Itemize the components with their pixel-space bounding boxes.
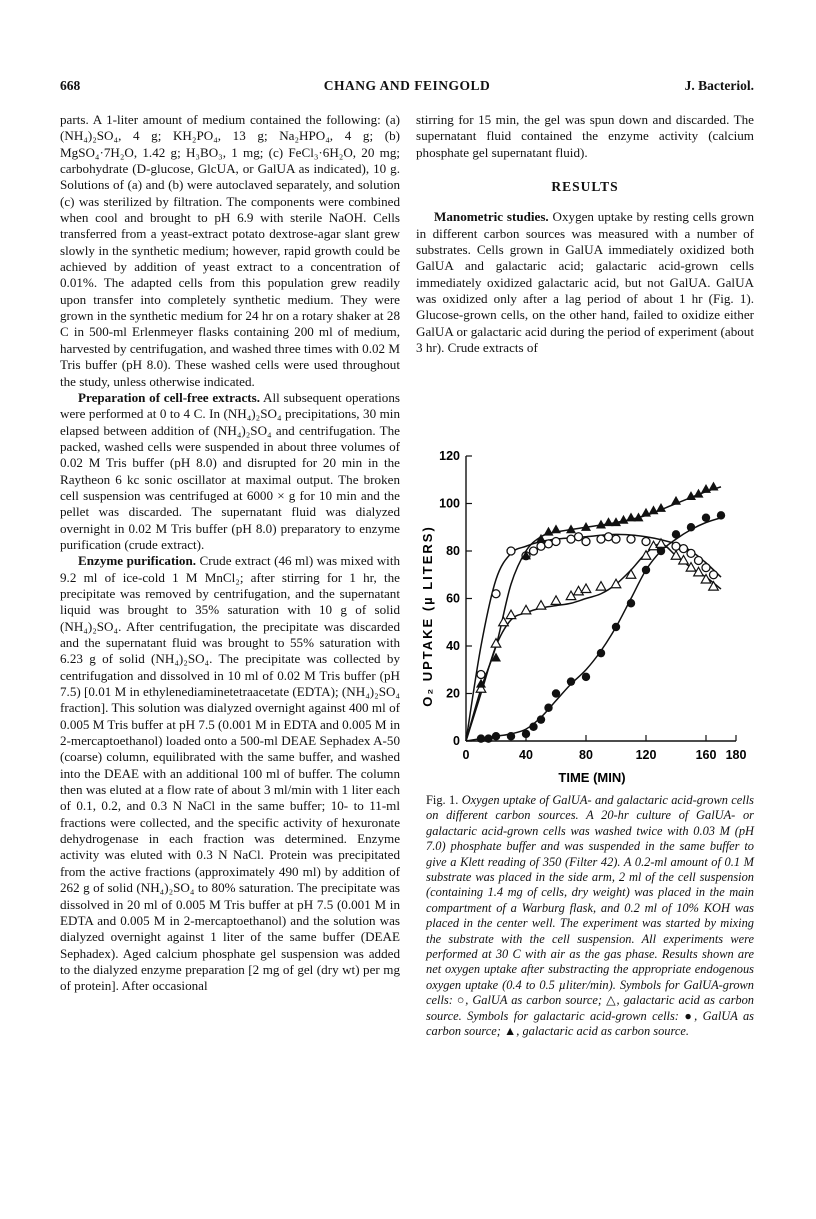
data-point-open-triangle (521, 605, 531, 614)
data-point-open-circle (575, 533, 583, 541)
data-point-open-circle (477, 671, 485, 679)
results-heading: RESULTS (551, 179, 619, 195)
filled-triangle-symbol: ▲ (504, 1024, 517, 1039)
data-point-filled-circle (582, 673, 590, 681)
open-triangle-symbol: △ (606, 993, 617, 1008)
series-curve-filled-triangle (466, 487, 721, 741)
journal-name: J. Bacteriol. (684, 78, 754, 93)
series-curve-open-circle (466, 534, 721, 741)
data-point-filled-triangle (619, 515, 629, 524)
filled-circle-symbol: ● (684, 1008, 695, 1023)
data-point-filled-triangle (709, 482, 719, 491)
caption-open-triangle-text: , galactaric acid as carbon source. Symbols for galactaric acid-grown cells: (426, 993, 755, 1023)
y-tick-label: 60 (446, 591, 460, 606)
purification-paragraph (60, 553, 400, 994)
data-point-filled-circle (702, 514, 710, 522)
extracts-text: All subsequent operations were performed at 0 to 4 C. In (NH₄)₂SO₄ precipitations, 30 min elapsed between addition of (NH₄)₂SO₄ and centrifugation. The packed, washed cells were suspended in about three volumes of 0.02 M Tris buffer (pH 8.0) and disrupted for 20 min in the Raytheon 6 kc sonic oscillator at maximal output. The broken cell suspension was centrifuged at 6000 × g for 10 min and the pellet was discarded. The supernatant fluid was dialyzed overnight in 0.02 M Tris buffer (pH 8.0) preparatory to enzyme purification (crude extract). (60, 389, 400, 552)
purification-heading: Enzyme purification. (78, 553, 197, 569)
y-tick-label: 0 (453, 734, 460, 748)
data-point-open-circle (687, 549, 695, 557)
data-point-filled-circle (522, 730, 530, 738)
manometric-heading: Manometric studies. (434, 209, 549, 225)
open-circle-symbol: ○ (456, 993, 466, 1008)
x-tick-label: 40 (519, 748, 533, 762)
x-tick-label: 180 (725, 748, 747, 762)
data-point-filled-circle (567, 677, 575, 685)
chart-lines (466, 487, 721, 741)
data-point-filled-circle (484, 734, 492, 742)
data-point-filled-triangle (656, 503, 666, 512)
data-point-filled-circle (537, 715, 545, 723)
data-point-open-circle (710, 571, 718, 579)
page-header (60, 78, 754, 100)
data-point-filled-circle (597, 649, 605, 657)
y-tick-label: 120 (439, 449, 460, 463)
oxygen-uptake-chart (416, 446, 754, 791)
purification-text: Crude extract (46 ml) was mixed with 9.2 ml of ice-cold 1 M MnCl₂; after stirring for 1 hr, the precipitate was removed by centrifugation, and the supernatant liquid was brought to 35% saturation with 10 g of solid (NH₄)₂SO₄. After centrifugation, the precipitate was discarded and the supernatant fluid was brought to 55% saturation with 6.23 g of solid (NH₄)₂SO₄. The precipitate was collected by centrifugation and dissolved in 10 ml of 0.02 M Tris buffer (pH 7.5) [0.01 M in ethylenediaminetetraacetate (EDTA); (NH₄)₂SO₄ fraction]. This solution was dialyzed overnight against 400 ml of 0.005 M Tris buffer at pH 7.5 (0.001 M in EDTA and 0.005 M in 2-mercaptoethanol) loaded onto a 500-ml DEAE Sephadex A-50 (coarse) column, equilibrated with the same buffer, and washed into the DEAE with an additional 100 ml of buffer. The column then was eluted at a flow rate of about 3 ml/min with 1 liter each of 0.1, 0.2, and 0.3 N NaCl in the same buffer; 10- to 11-ml fractions were collected, and the specific activity of hexuronate dehydrogenase in each fraction was determined. Enzyme activity was eluted with 0.3 N NaCl. Protein was precipitated from the active fractions (approximately 490 ml) by addition of 262 g of solid (NH₄)₂SO₄ to 80% saturation. The precipitate was dissolved in 20 ml of 0.005 M Tris buffer at pH 7.5 (0.001 M in EDTA and 0.005 M in 2-mercaptoethanol) and the solution was dialyzed overnight against 1 liter of the same buffer (DEAE Sephadex). Aged calcium phosphate gel suspension was added to the dialyzed enzyme preparation [2 mg of gel (dry wt) per mg of protein]. After occasional (60, 553, 401, 994)
data-point-open-circle (702, 564, 710, 572)
data-point-filled-circle (612, 623, 620, 631)
caption-label: Fig. 1. (426, 793, 459, 807)
data-point-filled-circle (492, 732, 500, 740)
data-point-open-circle (492, 590, 500, 598)
data-point-filled-circle (507, 732, 515, 740)
data-point-open-circle (612, 535, 620, 543)
data-point-open-circle (552, 538, 560, 546)
extracts-paragraph (60, 390, 400, 553)
data-point-filled-circle (657, 547, 665, 555)
x-tick-label: 80 (579, 748, 593, 762)
caption-filled-circle-text: , GalUA as carbon source; (426, 1008, 754, 1039)
data-point-open-circle (545, 540, 553, 548)
data-point-filled-circle (672, 530, 680, 538)
data-point-filled-triangle (544, 527, 554, 536)
data-point-open-circle (680, 545, 688, 553)
caption-open-circle-text: , GalUA as carbon source; (465, 993, 603, 1008)
data-point-open-circle (567, 535, 575, 543)
extracts-heading: Preparation of cell-free extracts. (78, 389, 260, 405)
y-axis-label: O₂ UPTAKE (µ LITERS) (420, 525, 435, 707)
right-column (416, 112, 754, 356)
y-tick-label: 80 (446, 544, 460, 558)
data-point-open-triangle (641, 551, 651, 560)
data-point-open-triangle (551, 596, 561, 605)
data-point-open-circle (695, 557, 703, 565)
medium-paragraph: parts. A 1-liter amount of medium contained the following: (a) (NH₄)₂SO₄, 4 g; KH₂PO₄, 13 g; Na₂HPO₄, 4 g; (b) MgSO₄·7H₂O, 1.42 g; H₃BO₃, 1 mg; (c) FeCl₃·6H₂O, 20 mg; carbohydrate (D-glucose, GlcUA, or GalUA as indicated), 10 g. Solutions of (a) and (b) were autoclaved separately, and solution (c) was sterilized by filtration. The components were combined when cool and brought to pH 6.9 with sterile NaOH. Cells transferred from a yeast-extract potato dextrose-agar slant grew slowly in the synthetic medium; however, rapid growth could be achieved by addition of yeast extract to a concentration of 0.01%. The adapted cells from this population grew readily upon transfer into completely synthetic medium. They were grown in the synthetic medium for 24 hr on a rotary shaker at 28 C in 500-ml Erlenmeyer flasks containing 200 ml of medium, harvested by centrifugation, and washed three times with 0.02 M Tris buffer (pH 8.0). These washed cells were used throughout the study, unless otherwise indicated. (60, 112, 400, 389)
manometric-paragraph (416, 209, 754, 356)
data-point-open-circle (627, 535, 635, 543)
data-point-filled-triangle (649, 505, 659, 514)
caption-filled-triangle-text: , galactaric acid as carbon source. (516, 1024, 689, 1039)
x-tick-label: 0 (462, 748, 470, 762)
data-point-open-circle (605, 533, 613, 541)
manometric-text: Oxygen uptake by resting cells grown in different carbon sources was measured with a number of substrates. Cells grown in GalUA immediately oxidized both GalUA and galactaric acid; galactaric acid-grown cells immediately oxidized galactaric acid, but not GalUA. GalUA was oxidized only after a lag period of about 1 hr (Fig. 1). Glucose-grown cells, on the other hand, failed to oxidize either GalUA or galactaric acid during the period of experiment (about 3 hr). Crude extracts of (416, 209, 755, 356)
data-point-open-circle (582, 538, 590, 546)
data-point-open-circle (597, 535, 605, 543)
series-curve-open-triangle (466, 544, 721, 741)
data-point-filled-circle (529, 723, 537, 731)
data-point-open-triangle (581, 584, 591, 593)
data-point-open-circle (642, 538, 650, 546)
figure-1 (416, 446, 754, 791)
data-point-open-circle (507, 547, 515, 555)
data-point-filled-circle (642, 566, 650, 574)
data-point-open-circle (672, 542, 680, 550)
data-point-filled-triangle (551, 524, 561, 533)
y-tick-label: 100 (439, 496, 460, 511)
data-point-open-triangle (506, 610, 516, 619)
data-point-open-triangle (536, 601, 546, 610)
chart-marks (476, 482, 725, 743)
data-point-filled-circle (627, 599, 635, 607)
data-point-filled-triangle (671, 496, 681, 505)
data-point-open-triangle (596, 582, 606, 591)
figure-caption (426, 793, 754, 1040)
x-axis-label: TIME (MIN) (558, 770, 626, 785)
data-point-filled-circle (717, 511, 725, 519)
y-tick-label: 40 (446, 639, 460, 653)
left-column (60, 112, 400, 995)
y-tick-label: 20 (446, 686, 460, 701)
x-tick-label: 160 (695, 748, 717, 762)
gel-paragraph: stirring for 15 min, the gel was spun down and discarded. The supernatant fluid contained the enzyme activity (calcium phosphate gel supernatant fluid). (416, 112, 754, 160)
data-point-filled-circle (544, 704, 552, 712)
data-point-filled-circle (552, 689, 560, 697)
data-point-filled-triangle (641, 508, 651, 517)
data-point-open-circle (537, 542, 545, 550)
data-point-filled-circle (477, 734, 485, 742)
running-authors: CHANG AND FEINGOLD (323, 78, 491, 93)
caption-text: Oxygen uptake of GalUA- and galactaric acid-grown cells on different carbon sources. A 20-hr culture of GalUA- or galactaric acid-grown cells was washed twice with 0.03 M (pH 7.0) phosphate buffer and was suspended in the same buffer to give a Klett reading of 350 (Filter 42). A 0.2-ml amount of 0.1 M substrate was placed in the side arm, 2 ml of the cell suspension (containing 1.4 mg of cells, dry weight) was placed in the main compartment of a Warburg flask, and 0.2 ml of 10% KOH was placed in the center well. The experiment was started by mixing the substrate with the cell suspension. All experiments were performed at 30 C with air as the gas phase. Results shown are net oxygen uptake after substracting the appropriate endogenous oxygen uptake (0.4 to 0.5 µliter/min). Symbols for GalUA-grown cells: (426, 793, 754, 1008)
page-number: 668 (60, 78, 81, 93)
data-point-filled-triangle (701, 484, 711, 493)
data-point-open-circle (530, 547, 538, 555)
data-point-filled-circle (687, 523, 695, 531)
x-tick-label: 120 (635, 748, 657, 762)
